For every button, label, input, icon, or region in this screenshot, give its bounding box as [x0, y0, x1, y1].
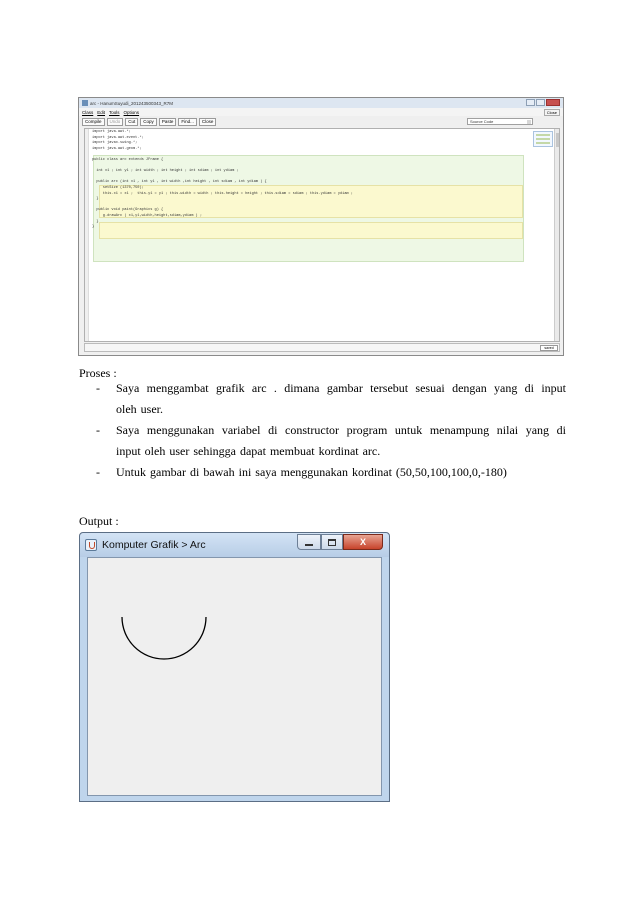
code-line[interactable]: g.drawArc ( x1,y1,width,height,sdiam,ydiam ) ;: [92, 213, 202, 218]
list-item-continuation: [96, 441, 566, 462]
close-icon[interactable]: [546, 99, 560, 106]
code-line[interactable]: import java.awt.*;: [92, 130, 131, 134]
paste-button[interactable]: Paste: [159, 118, 177, 126]
editor-menubar: [79, 108, 563, 116]
bullet-dash: -: [96, 381, 100, 395]
drawn-arc: [122, 617, 206, 659]
code-line[interactable]: setSize (1370,750);: [92, 185, 144, 190]
saved-status: saved: [540, 345, 558, 351]
code-line[interactable]: int x1 ; int y1 ; int width ; int height ; int sdiam ; int ydiam ;: [92, 169, 239, 174]
code-line[interactable]: import javax.swing.*;: [92, 141, 138, 146]
list-item-continuation: [96, 399, 566, 420]
view-select[interactable]: Source Code: [467, 118, 533, 125]
minimize-icon: [305, 544, 313, 546]
bullet-text: input oleh user sehingga dapat membuat kordinat arc.: [116, 444, 381, 458]
undo-button[interactable]: Undo: [107, 118, 124, 126]
bullet-text: oleh user.: [116, 402, 163, 416]
maximize-icon[interactable]: [536, 99, 545, 106]
output-titlebar[interactable]: [80, 533, 389, 557]
close-button[interactable]: Close: [199, 118, 217, 126]
copy-button[interactable]: Copy: [140, 118, 157, 126]
code-line[interactable]: }: [92, 197, 99, 202]
menubar-close-button[interactable]: Close: [544, 109, 560, 116]
editor-title: arc - HanumSuyudi_201243500343_R7M: [90, 100, 174, 106]
arc-canvas-svg: [88, 558, 383, 797]
list-item: [96, 462, 566, 483]
maximize-button[interactable]: [321, 534, 343, 550]
menu-edit[interactable]: Edit: [97, 109, 106, 115]
proses-list: [96, 378, 566, 483]
close-button[interactable]: X: [343, 534, 383, 550]
code-line[interactable]: import java.awt.geom.*;: [92, 146, 142, 151]
editor-status-bar: [84, 343, 560, 352]
source-code[interactable]: [90, 130, 529, 231]
bullet-text: Saya menggunakan variabel di constructor program untuk menampung nilai yang di: [116, 423, 566, 437]
code-line[interactable]: public class arc extends JFrame {: [92, 157, 164, 162]
bluej-editor-window: [78, 97, 564, 356]
maximize-icon: [328, 539, 336, 546]
output-heading: Output :: [79, 514, 119, 528]
menu-tools[interactable]: Tools: [109, 109, 120, 115]
editor-toolbar: [79, 116, 563, 127]
scrollbar-thumb[interactable]: [556, 133, 559, 147]
list-item: [96, 378, 566, 399]
bullet-dash: -: [96, 465, 100, 479]
editor-window-buttons: [525, 99, 560, 107]
code-line[interactable]: public arc (int x1 , int y1 , int width ,int height , int sdiam , int ydiam ) {: [92, 180, 267, 185]
bullet-text: Untuk gambar di bawah ini saya menggunakan kordinat (50,50,100,100,0,-180): [116, 465, 507, 479]
bullet-text: Saya menggambat grafik arc . dimana gambar tersebut sesuai dengan yang di input: [116, 381, 566, 395]
list-item: [96, 420, 566, 441]
menu-options[interactable]: Options: [123, 109, 140, 115]
code-area[interactable]: [84, 128, 560, 342]
compile-button[interactable]: Compile: [82, 118, 105, 126]
proses-heading: Proses :: [79, 366, 117, 380]
minimize-button[interactable]: [297, 534, 321, 550]
output-window-title: Komputer Grafik > Arc: [102, 539, 206, 551]
code-line[interactable]: this.x1 = x1 ; this.y1 = y1 ; this.width = width ; this.height = height ; this.sdiam = sdiam ; this.ydiam = ydiam ;: [92, 191, 353, 196]
vertical-scrollbar[interactable]: [554, 129, 559, 341]
line-gutter: [85, 129, 89, 341]
code-line[interactable]: public void paint(Graphics g) {: [92, 208, 164, 213]
output-window: [79, 532, 390, 802]
minimize-icon[interactable]: [526, 99, 535, 106]
find-button[interactable]: Find...: [178, 118, 197, 126]
java-cup-icon: [85, 539, 97, 551]
output-caption-buttons: [297, 534, 383, 550]
code-line[interactable]: }: [92, 225, 95, 230]
bluej-app-icon: [82, 100, 88, 106]
bullet-dash: -: [96, 423, 100, 437]
editor-titlebar: [79, 98, 563, 108]
code-line[interactable]: }: [92, 219, 99, 224]
code-line[interactable]: import java.awt.event.*;: [92, 135, 144, 140]
drawing-canvas: [87, 557, 382, 796]
menu-class[interactable]: Class: [82, 109, 94, 115]
code-navigator[interactable]: [533, 131, 553, 147]
cut-button[interactable]: Cut: [125, 118, 138, 126]
